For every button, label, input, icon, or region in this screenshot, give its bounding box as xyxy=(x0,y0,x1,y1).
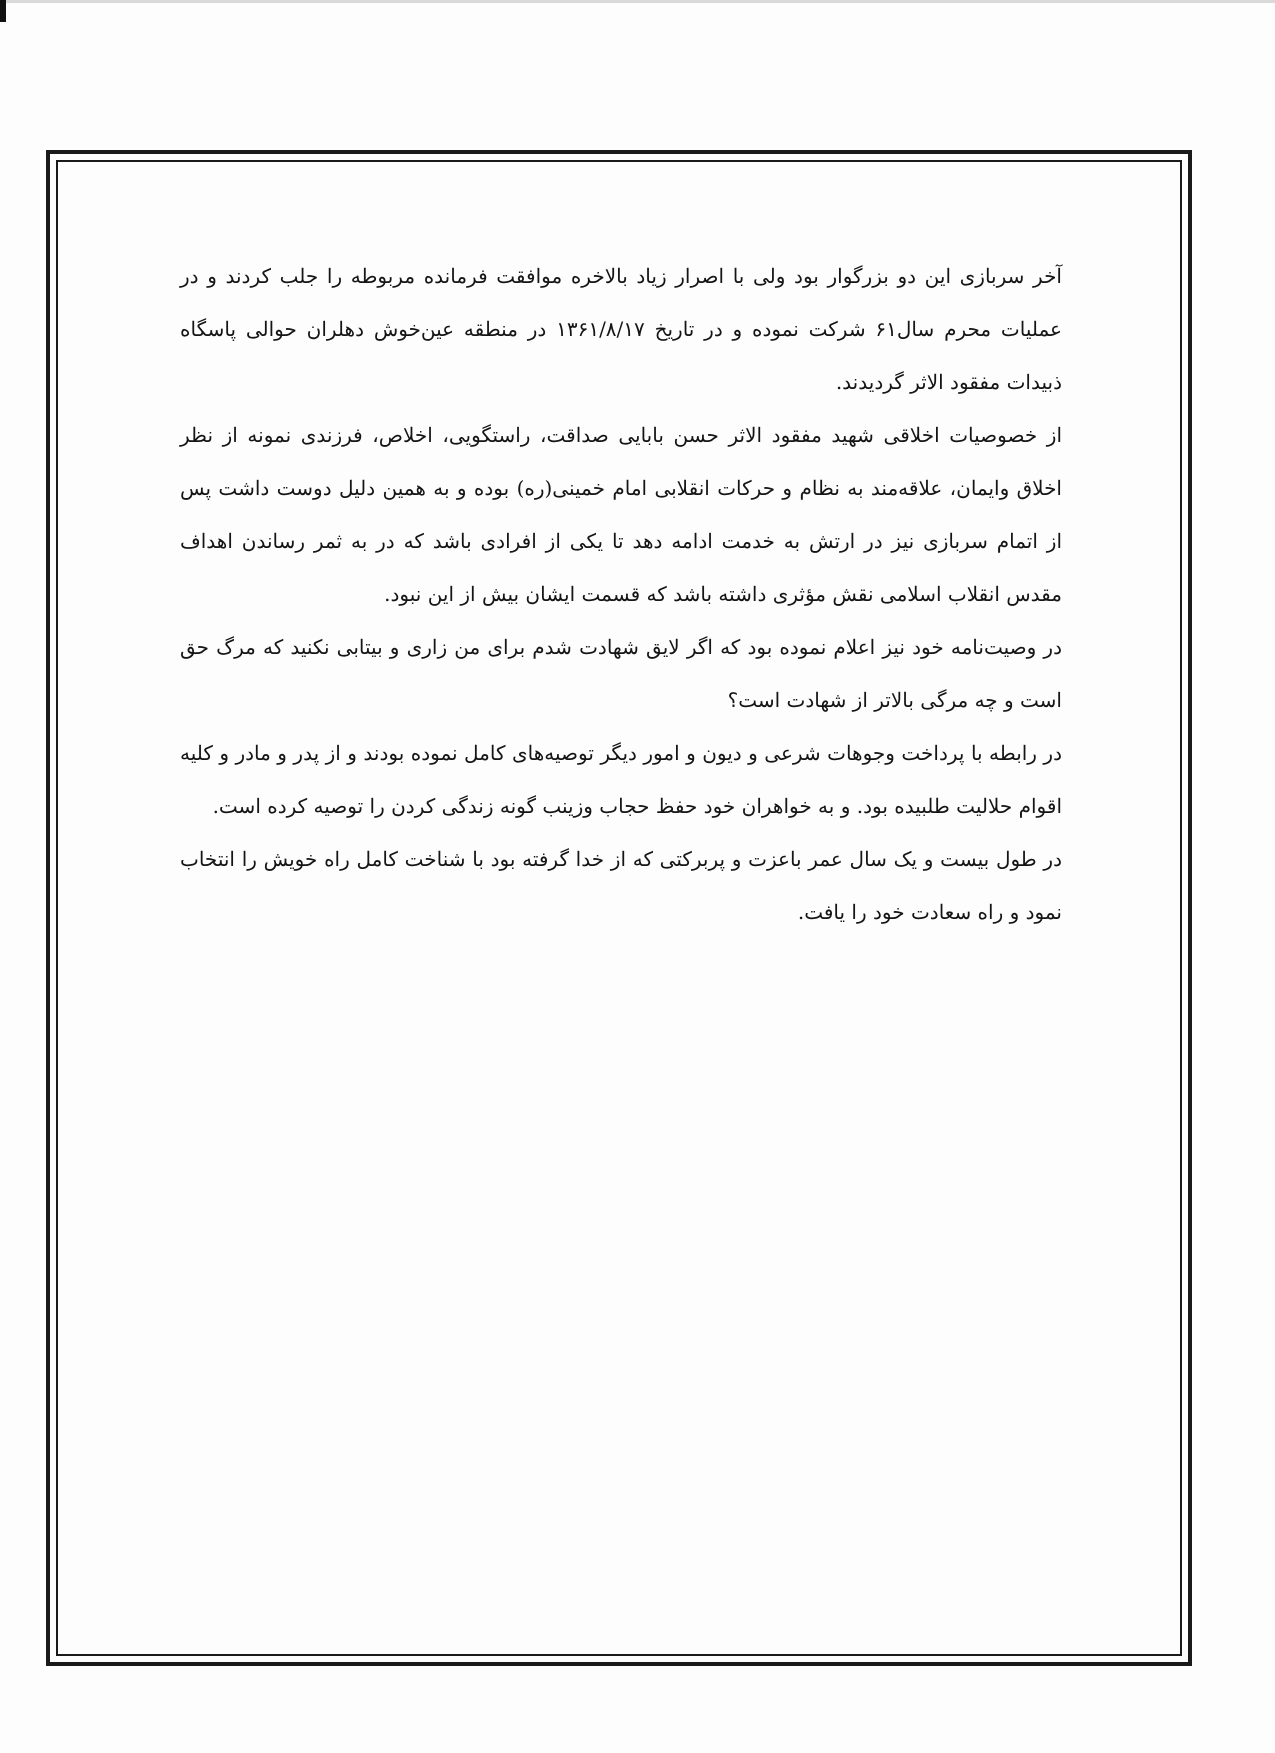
scan-corner-mark xyxy=(0,0,6,22)
paragraph-recommendations: در رابطه با پرداخت وجوهات شرعی و دیون و امور دیگر توصیه‌های کامل نموده بودند و از پدر و مادر و کلیه اقوام حلالیت طلبیده بود. و به خواهران خود حفظ حجاب وزینب گونه زندگی کردن را توصیه کرده است. xyxy=(180,741,1062,818)
paragraph-mission: آخر سربازی این دو بزرگوار بود ولی با اصرار زیاد بالاخره موافقت فرمانده مربوطه را جلب کردند و در عملیات محرم سال۶۱ شرکت نموده و در تاریخ ۱۳۶۱/۸/۱۷ در منطقه عین‌خوش دهلران حوالی پاسگاه ذبیدات مفقود الاثر گردیدند. xyxy=(180,264,1062,394)
paragraph-will: در وصیت‌نامه خود نیز اعلام نموده بود که اگر لایق شهادت شدم برای من زاری و بیتابی نکنید که مرگ حق است و چه مرگی بالاتر از شهادت است؟ xyxy=(180,635,1062,712)
paragraph-character: از خصوصیات اخلاقی شهید مفقود الاثر حسن بابایی صداقت، راستگویی، اخلاص، فرزندی نمونه از نظر اخلاق وایمان، علاقه‌مند به نظام و حرکات انقلابی امام خمینی(ره) بوده و به همین دلیل دوست داشت پس از اتمام سربازی نیز در ارتش به خدمت ادامه دهد تا یکی از افرادی باشد که در به ثمر رساندن اهداف مقدس انقلاب اسلامی نقش مؤثری داشته باشد که قسمت ایشان بیش از این نبود. xyxy=(180,423,1062,606)
paragraph-life: در طول بیست و یک سال عمر باعزت و پربرکتی که از خدا گرفته بود با شناخت کامل راه خویش را انتخاب نمود و راه سعادت خود را یافت. xyxy=(180,847,1062,924)
document-body xyxy=(180,250,1062,939)
scan-top-edge xyxy=(0,0,1275,3)
